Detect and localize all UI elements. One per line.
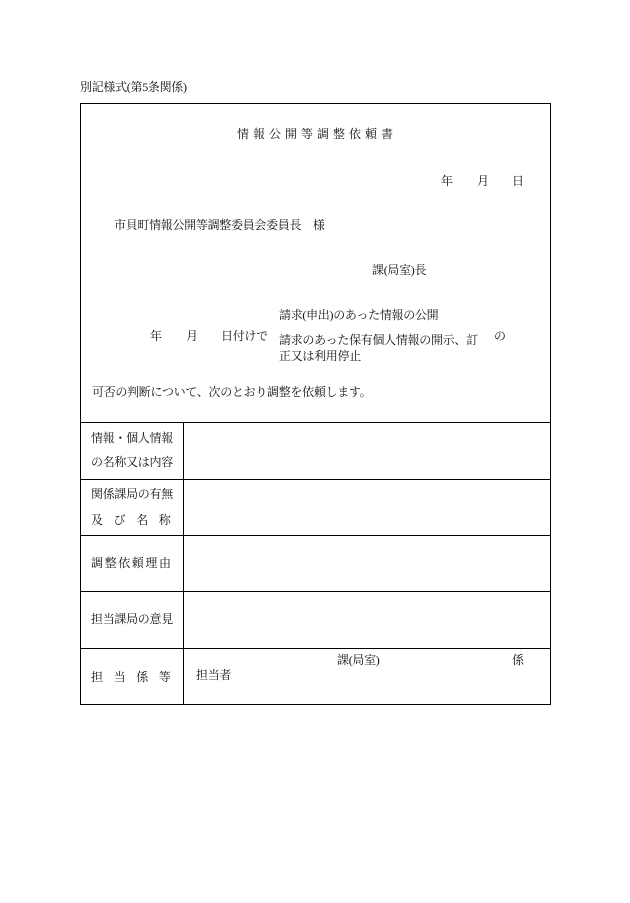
row-value-cell <box>184 592 551 648</box>
table-row <box>80 422 551 479</box>
request-option-2-line-1: 請求のあった保有個人情報の開示、訂 <box>279 333 478 347</box>
row-label-line: の名称又は内容 <box>91 455 173 469</box>
row-value-cell <box>184 480 551 535</box>
table-row <box>80 535 551 591</box>
request-option-1: 請求(申出)のあった情報の公開 <box>279 308 439 322</box>
row-label-line: 調整依頼理由 <box>91 556 173 570</box>
row-label-cell <box>80 480 184 535</box>
row-label-line: 情報・個人情報 <box>91 431 173 445</box>
form-label: 別記様式(第5条関係) <box>80 80 187 94</box>
row-value-cell <box>184 649 551 705</box>
person-in-charge-label: 担当者 <box>196 668 232 682</box>
row-label-cell <box>80 592 184 648</box>
request-month-label: 月 <box>186 329 198 343</box>
sender: 課(局室)長 <box>372 263 427 277</box>
section-label: 課(局室) <box>337 653 380 667</box>
date-year-label: 年 <box>441 174 453 188</box>
document-title: 情報公開等調整依頼書 <box>237 127 398 141</box>
unit-label: 係 <box>512 653 524 667</box>
request-statement: 可否の判断について、次のとおり調整を依頼します。 <box>92 385 372 399</box>
request-particle: の <box>494 329 506 343</box>
date-day-label: 日 <box>512 174 524 188</box>
request-option-2-line-2: 正又は利用停止 <box>279 349 361 363</box>
row-label-line: 担当課局の意見 <box>91 612 173 626</box>
table-row <box>80 479 551 535</box>
row-label-cell <box>80 423 184 479</box>
row-label-line: 担当係等 <box>91 670 182 684</box>
request-year-label: 年 <box>150 329 162 343</box>
row-label-cell <box>80 536 184 591</box>
row-label-line: 及び名称 <box>91 513 182 527</box>
addressee: 市貝町情報公開等調整委員会委員長 様 <box>114 218 325 232</box>
row-label-cell <box>80 649 184 705</box>
table-row <box>80 591 551 648</box>
table-row <box>80 648 551 705</box>
row-value-cell <box>184 423 551 479</box>
row-value-cell <box>184 536 551 591</box>
request-day-suffix: 日付けで <box>221 329 268 343</box>
row-label-line: 関係課局の有無 <box>91 487 173 501</box>
date-month-label: 月 <box>477 174 489 188</box>
